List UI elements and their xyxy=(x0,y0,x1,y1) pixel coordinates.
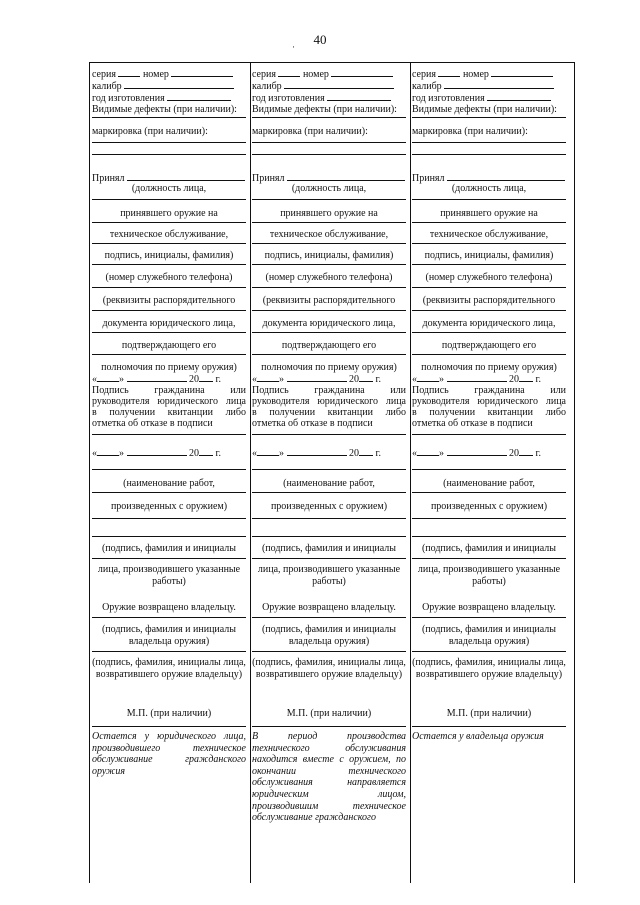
date-g: г. xyxy=(535,448,541,459)
marking-label: маркировка (при наличии): xyxy=(92,126,208,137)
rule xyxy=(412,310,566,311)
prinyal-label: Принял xyxy=(92,173,125,184)
lica-proizv-caption: лица, производившего указанные работы) xyxy=(257,564,401,587)
rule xyxy=(252,310,406,311)
podpis-grazhd-text: руководителя юридического лица xyxy=(92,396,246,407)
year-line xyxy=(412,92,566,104)
date-g: г. xyxy=(375,448,381,459)
rule xyxy=(412,243,566,244)
date-close-quote: » xyxy=(119,448,124,459)
polnomochiya-caption: полномочия по приему оружия) xyxy=(421,362,557,373)
seria-nomer-line xyxy=(252,68,406,80)
rule xyxy=(92,518,246,519)
year-suffix-blank xyxy=(519,373,533,382)
date-close-quote: » xyxy=(439,374,444,385)
rule xyxy=(412,617,566,618)
rule xyxy=(92,264,246,265)
date-line-2 xyxy=(412,447,566,459)
year-line xyxy=(252,92,406,104)
rule xyxy=(412,651,566,652)
date-close-quote: » xyxy=(119,374,124,385)
nomer-label: номер xyxy=(302,69,329,80)
date-open-quote: « xyxy=(92,374,97,385)
date-g: г. xyxy=(215,374,221,385)
kalibr-label: калибр xyxy=(92,81,122,92)
nomer-tel-caption: (номер служебного телефона) xyxy=(265,272,393,283)
seria-blank xyxy=(438,68,460,77)
rule xyxy=(252,434,406,435)
rule xyxy=(92,287,246,288)
rule xyxy=(252,222,406,223)
rule xyxy=(92,492,246,493)
mp-label: М.П. (при наличии) xyxy=(286,708,372,719)
prinyal-blank xyxy=(287,172,405,181)
seria-label: серия xyxy=(92,69,116,80)
rule xyxy=(92,142,246,143)
rule xyxy=(412,434,566,435)
rule xyxy=(412,536,566,537)
year-suffix-blank xyxy=(359,447,373,456)
podpis-io-caption: подпись, инициалы, фамилия) xyxy=(104,250,234,261)
rule xyxy=(412,142,566,143)
nomer-blank xyxy=(491,68,553,77)
podpis-grazhd-text: Подпись гражданина или xyxy=(412,385,566,396)
prinyavshego-caption: принявшего оружие на xyxy=(440,208,538,219)
dolzhnost-caption: (должность лица, xyxy=(451,183,527,194)
month-blank xyxy=(287,447,347,456)
prinyal-label: Принял xyxy=(412,173,445,184)
year-blank xyxy=(167,92,231,101)
prinyavshego-caption: принявшего оружие на xyxy=(120,208,218,219)
rule xyxy=(412,558,566,559)
kalibr-blank xyxy=(284,80,394,89)
proizved-caption: произведенных с оружием) xyxy=(430,501,548,512)
rule xyxy=(252,117,406,118)
date-year: 20 xyxy=(349,448,359,459)
note-text: Остается у юридического лица, производившего техническое обслуживание гражданского оружия xyxy=(92,731,246,777)
nomer-blank xyxy=(171,68,233,77)
naim-rabot-caption: (наименование работ, xyxy=(123,478,215,489)
rule xyxy=(92,726,246,727)
podpis-grazhd-text: в получении квитанции либо xyxy=(252,407,406,418)
lica-proizv-caption: лица, производившего указанные работы) xyxy=(97,564,241,587)
dokumenta-caption: документа юридического лица, xyxy=(262,318,396,329)
note-text: Остается у владельца оружия xyxy=(412,731,544,742)
year-label: год изготовления xyxy=(92,93,165,104)
marking-label: маркировка (при наличии): xyxy=(412,126,528,137)
year-label: год изготовления xyxy=(252,93,325,104)
vozvrascheno-text: Оружие возвращено владельцу. xyxy=(422,602,556,613)
date-line-2 xyxy=(252,447,406,459)
mp-label: М.П. (при наличии) xyxy=(446,708,532,719)
date-line xyxy=(252,373,406,385)
day-blank xyxy=(417,447,439,456)
kalibr-line xyxy=(252,80,406,92)
day-blank xyxy=(97,373,119,382)
year-suffix-blank xyxy=(359,373,373,382)
nomer-tel-caption: (номер служебного телефона) xyxy=(105,272,233,283)
year-suffix-blank xyxy=(199,447,213,456)
podpis-grazhd-text: руководителя юридического лица xyxy=(252,396,406,407)
rule xyxy=(252,332,406,333)
rule xyxy=(92,558,246,559)
kalibr-line xyxy=(92,80,246,92)
podpis-grazhd-text: Подпись гражданина или xyxy=(252,385,406,396)
rule xyxy=(252,518,406,519)
date-open-quote: « xyxy=(252,448,257,459)
rule xyxy=(252,154,406,155)
year-suffix-blank xyxy=(519,447,533,456)
naim-rabot-caption: (наименование работ, xyxy=(443,478,535,489)
tekh-obsl-caption: техническое обслуживание, xyxy=(269,229,389,240)
podpis-fio-caption: (подпись, фамилия и инициалы xyxy=(421,543,557,554)
nomer-label: номер xyxy=(462,69,489,80)
date-g: г. xyxy=(535,374,541,385)
podpis-vozvr-caption: (подпись, фамилия, инициалы лица, возвратившего оружие владельцу) xyxy=(92,657,246,680)
rekvizity-caption: (реквизиты распорядительного xyxy=(422,295,556,306)
rule xyxy=(252,492,406,493)
rule xyxy=(92,536,246,537)
date-open-quote: « xyxy=(92,448,97,459)
podpis-vladelca-caption: (подпись, фамилия и инициалы владельца оружия) xyxy=(421,624,557,647)
dolzhnost-caption: (должность лица, xyxy=(291,183,367,194)
day-blank xyxy=(257,447,279,456)
date-line xyxy=(92,373,246,385)
seria-nomer-line xyxy=(412,68,566,80)
rule xyxy=(412,222,566,223)
date-year: 20 xyxy=(189,374,199,385)
rule xyxy=(252,651,406,652)
naim-rabot-caption: (наименование работ, xyxy=(283,478,375,489)
defects-label: Видимые дефекты (при наличии): xyxy=(252,104,397,115)
rule xyxy=(412,154,566,155)
rekvizity-caption: (реквизиты распорядительного xyxy=(102,295,236,306)
date-year: 20 xyxy=(349,374,359,385)
prinyavshego-caption: принявшего оружие на xyxy=(280,208,378,219)
rule xyxy=(92,117,246,118)
column-divider xyxy=(410,63,411,883)
kalibr-label: калибр xyxy=(252,81,282,92)
date-year: 20 xyxy=(509,448,519,459)
date-g: г. xyxy=(215,448,221,459)
prinyal-blank xyxy=(447,172,565,181)
vozvrascheno-text: Оружие возвращено владельцу. xyxy=(102,602,236,613)
month-blank xyxy=(287,373,347,382)
rule xyxy=(412,287,566,288)
seria-nomer-line xyxy=(92,68,246,80)
receipt-column xyxy=(412,62,566,882)
dolzhnost-caption: (должность лица, xyxy=(131,183,207,194)
rule xyxy=(412,469,566,470)
rule xyxy=(252,558,406,559)
rule xyxy=(252,199,406,200)
seria-label: серия xyxy=(252,69,276,80)
date-close-quote: » xyxy=(279,448,284,459)
year-suffix-blank xyxy=(199,373,213,382)
note-text: В период производства технического обслуживания находится вместе с оружием, по окончании технического обслуживания направляется юридическим лицом, производившим техническое обслуживание гражданского xyxy=(252,731,406,824)
rule xyxy=(252,287,406,288)
month-blank xyxy=(447,447,507,456)
rule xyxy=(92,243,246,244)
kalibr-label: калибр xyxy=(412,81,442,92)
month-blank xyxy=(127,373,187,382)
rekvizity-caption: (реквизиты распорядительного xyxy=(262,295,396,306)
tekh-obsl-caption: техническое обслуживание, xyxy=(109,229,229,240)
month-blank xyxy=(127,447,187,456)
podpis-grazhd-text: отметка об отказе в подписи xyxy=(412,418,533,429)
proizved-caption: произведенных с оружием) xyxy=(270,501,388,512)
date-line xyxy=(412,373,566,385)
receipt-column xyxy=(252,62,406,882)
column-divider xyxy=(250,63,251,883)
dokumenta-caption: документа юридического лица, xyxy=(422,318,556,329)
tekh-obsl-caption: техническое обслуживание, xyxy=(429,229,549,240)
rule xyxy=(252,142,406,143)
podpis-fio-caption: (подпись, фамилия и инициалы xyxy=(101,543,237,554)
rule xyxy=(92,199,246,200)
podpis-grazhd-text: в получении квитанции либо xyxy=(92,407,246,418)
day-blank xyxy=(417,373,439,382)
vozvrascheno-text: Оружие возвращено владельцу. xyxy=(262,602,396,613)
rule xyxy=(92,332,246,333)
podpis-vozvr-caption: (подпись, фамилия, инициалы лица, возвратившего оружие владельцу) xyxy=(252,657,406,680)
year-label: год изготовления xyxy=(412,93,485,104)
defects-label: Видимые дефекты (при наличии): xyxy=(92,104,237,115)
rule xyxy=(412,332,566,333)
mp-label: М.П. (при наличии) xyxy=(126,708,212,719)
date-g: г. xyxy=(375,374,381,385)
marking-label: маркировка (при наличии): xyxy=(252,126,368,137)
podtverzhd-caption: подтверждающего его xyxy=(281,340,377,351)
rule xyxy=(412,264,566,265)
podpis-vladelca-caption: (подпись, фамилия и инициалы владельца оружия) xyxy=(261,624,397,647)
page-number: 40 xyxy=(313,32,327,47)
rule xyxy=(92,469,246,470)
seria-blank xyxy=(278,68,300,77)
date-close-quote: » xyxy=(439,448,444,459)
podpis-io-caption: подпись, инициалы, фамилия) xyxy=(424,250,554,261)
seria-blank xyxy=(118,68,140,77)
rule xyxy=(92,154,246,155)
podpis-grazhd-text: отметка об отказе в подписи xyxy=(92,418,213,429)
prinyal-label: Принял xyxy=(252,173,285,184)
rule xyxy=(92,310,246,311)
date-open-quote: « xyxy=(412,448,417,459)
date-year: 20 xyxy=(509,374,519,385)
prinyal-blank xyxy=(127,172,245,181)
podtverzhd-caption: подтверждающего его xyxy=(121,340,217,351)
rule xyxy=(252,536,406,537)
podpis-grazhd-text: Подпись гражданина или xyxy=(92,385,246,396)
rule xyxy=(412,518,566,519)
lica-proizv-caption: лица, производившего указанные работы) xyxy=(417,564,561,587)
polnomochiya-caption: полномочия по приему оружия) xyxy=(101,362,237,373)
kalibr-line xyxy=(412,80,566,92)
date-line-2 xyxy=(92,447,246,459)
rule xyxy=(412,199,566,200)
rule xyxy=(412,492,566,493)
nomer-tel-caption: (номер служебного телефона) xyxy=(425,272,553,283)
day-blank xyxy=(257,373,279,382)
rule xyxy=(252,469,406,470)
date-open-quote: « xyxy=(252,374,257,385)
kalibr-blank xyxy=(444,80,554,89)
kalibr-blank xyxy=(124,80,234,89)
podpis-vladelca-caption: (подпись, фамилия и инициалы владельца оружия) xyxy=(101,624,237,647)
podpis-vozvr-caption: (подпись, фамилия, инициалы лица, возвратившего оружие владельцу) xyxy=(412,657,566,680)
podpis-grazhd-text: отметка об отказе в подписи xyxy=(252,418,373,429)
rule xyxy=(92,222,246,223)
date-close-quote: » xyxy=(279,374,284,385)
receipt-column xyxy=(92,62,246,882)
podtverzhd-caption: подтверждающего его xyxy=(441,340,537,351)
seria-label: серия xyxy=(412,69,436,80)
date-open-quote: « xyxy=(412,374,417,385)
rule xyxy=(252,264,406,265)
rule xyxy=(412,117,566,118)
day-blank xyxy=(97,447,119,456)
rule xyxy=(92,434,246,435)
podpis-grazhd-text: руководителя юридического лица xyxy=(412,396,566,407)
defects-label: Видимые дефекты (при наличии): xyxy=(412,104,557,115)
rule xyxy=(412,726,566,727)
month-blank xyxy=(447,373,507,382)
podpis-io-caption: подпись, инициалы, фамилия) xyxy=(264,250,394,261)
nomer-blank xyxy=(331,68,393,77)
dokumenta-caption: документа юридического лица, xyxy=(102,318,236,329)
rule xyxy=(412,354,566,355)
rule xyxy=(92,651,246,652)
rule xyxy=(252,617,406,618)
podpis-fio-caption: (подпись, фамилия и инициалы xyxy=(261,543,397,554)
year-blank xyxy=(487,92,551,101)
scan-dot: · xyxy=(292,42,295,52)
rule xyxy=(252,726,406,727)
proizved-caption: произведенных с оружием) xyxy=(110,501,228,512)
date-year: 20 xyxy=(189,448,199,459)
year-blank xyxy=(327,92,391,101)
year-line xyxy=(92,92,246,104)
podpis-grazhd-text: в получении квитанции либо xyxy=(412,407,566,418)
polnomochiya-caption: полномочия по приему оружия) xyxy=(261,362,397,373)
rule xyxy=(92,617,246,618)
rule xyxy=(252,354,406,355)
rule xyxy=(252,243,406,244)
nomer-label: номер xyxy=(142,69,169,80)
rule xyxy=(92,354,246,355)
